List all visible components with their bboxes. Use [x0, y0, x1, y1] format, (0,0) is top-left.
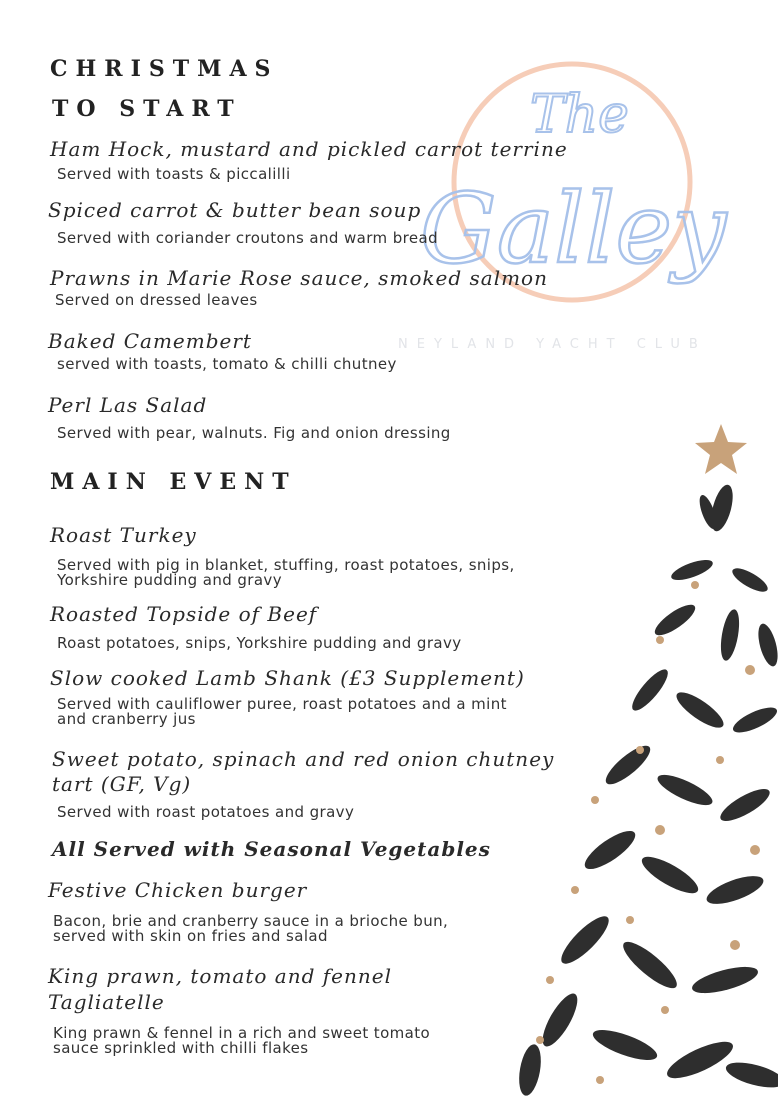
galley-logo: [392, 40, 778, 360]
main-description-line: Served with cauliflower puree, roast potatoes and a mint: [57, 695, 507, 713]
menu-title: CHRISTMAS: [50, 56, 279, 82]
extra-description-line: sauce sprinkled with chilli flakes: [53, 1039, 309, 1057]
starter-name: Baked Camembert: [48, 329, 252, 353]
starter-name: Perl Las Salad: [48, 393, 208, 417]
starter-name: Prawns in Marie Rose sauce, smoked salmon: [50, 266, 548, 290]
main-description-line: and cranberry jus: [57, 710, 196, 728]
mains-heading: MAIN EVENT: [50, 469, 297, 495]
extra-description-line: served with skin on fries and salad: [53, 927, 328, 945]
starter-name: Spiced carrot & butter bean soup: [48, 198, 422, 222]
starters-heading: TO START: [52, 96, 242, 122]
vegetables-note: All Served with Seasonal Vegetables: [52, 837, 491, 861]
tree-top-star-icon: [695, 424, 747, 474]
extra-description-line: Bacon, brie and cranberry sauce in a brioche bun,: [53, 912, 449, 930]
starter-description: served with toasts, tomato & chilli chutney: [57, 355, 397, 373]
main-description-line: Roast potatoes, snips, Yorkshire pudding and gravy: [57, 634, 462, 652]
extra-name: Festive Chicken burger: [48, 878, 308, 902]
main-description-line: Yorkshire pudding and gravy: [57, 571, 282, 589]
main-description-line: Served with roast potatoes and gravy: [57, 803, 355, 821]
main-name: Roast Turkey: [50, 523, 197, 547]
main-name-line: tart (GF, Vg): [52, 772, 192, 796]
extra-name-line: King prawn, tomato and fennel: [48, 964, 392, 988]
starter-name: Ham Hock, mustard and pickled carrot terrine: [50, 137, 568, 161]
starter-description: Served with pear, walnuts. Fig and onion dressing: [57, 424, 451, 442]
extra-name-line: Tagliatelle: [48, 990, 165, 1014]
starter-description: Served with coriander croutons and warm bread: [57, 229, 438, 247]
starter-description: Served with toasts & piccalilli: [57, 165, 291, 183]
main-name-line: Sweet potato, spinach and red onion chutney: [52, 747, 555, 771]
logo-script-the: The: [530, 85, 629, 145]
starter-description: Served on dressed leaves: [55, 291, 258, 309]
main-name: Roasted Topside of Beef: [50, 602, 318, 626]
extra-description-line: King prawn & fennel in a rich and sweet tomato: [53, 1024, 431, 1042]
logo-club-text: NEYLAND YACHT CLUB: [398, 337, 707, 352]
logo-script-galley: Galley: [420, 173, 727, 285]
main-name: Slow cooked Lamb Shank (£3 Supplement): [50, 666, 525, 690]
main-description-line: Served with pig in blanket, stuffing, roast potatoes, snips,: [57, 556, 515, 574]
tree-leaves: [516, 482, 778, 1097]
